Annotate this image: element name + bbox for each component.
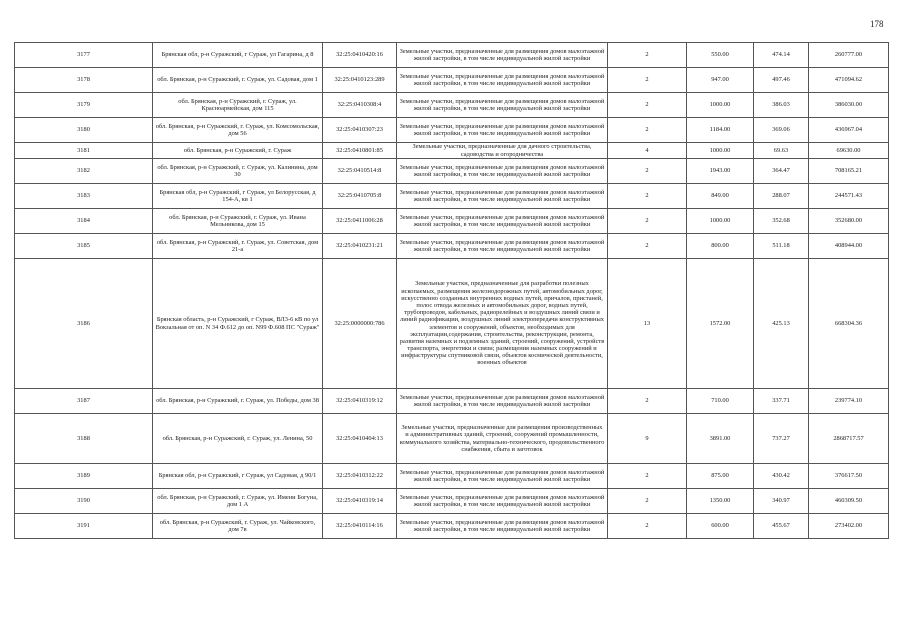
land-use-cell: Земельные участки, предназначенные для дачного строительства, садоводства и огородничества bbox=[397, 143, 608, 159]
table-row bbox=[15, 414, 889, 464]
land-use-cell: Земельные участки, предназначенные для размещения домов малоэтажной жилой застройки, в том числе индивидуальной жилой застройки bbox=[397, 118, 608, 143]
address-cell: Брянская обл, р-н Суражский, г Сураж, ул Белорусская, д 154-А, кв 1 bbox=[153, 184, 323, 209]
address-cell: Брянская обл, р-н Суражский, г Сураж, ул Садовая, д 90/1 bbox=[153, 464, 323, 489]
land-use-cell: Земельные участки, предназначенные для размещения домов малоэтажной жилой застройки, в том числе индивидуальной жилой застройки bbox=[397, 234, 608, 259]
cadastral-number-cell: 32:25:0410114:16 bbox=[323, 514, 397, 539]
cadastral-value-cell: 436967.04 bbox=[809, 118, 889, 143]
row-number: 3177 bbox=[15, 43, 153, 68]
specific-value-cell: 425.13 bbox=[754, 259, 809, 389]
group-cell: 2 bbox=[608, 159, 687, 184]
table-row bbox=[15, 514, 889, 539]
cadastral-value-cell: 376617.50 bbox=[809, 464, 889, 489]
table-row bbox=[15, 159, 889, 184]
row-number: 3185 bbox=[15, 234, 153, 259]
cadastral-value-cell: 244571.43 bbox=[809, 184, 889, 209]
group-cell: 2 bbox=[608, 389, 687, 414]
cadastral-value-cell: 471094.62 bbox=[809, 68, 889, 93]
area-cell: 1350.00 bbox=[687, 489, 754, 514]
row-number: 3179 bbox=[15, 93, 153, 118]
group-cell: 2 bbox=[608, 489, 687, 514]
table-row bbox=[15, 259, 889, 389]
area-cell: 1000.00 bbox=[687, 93, 754, 118]
specific-value-cell: 337.71 bbox=[754, 389, 809, 414]
area-cell: 1184.00 bbox=[687, 118, 754, 143]
address-cell: обл. Брянская, р-н Суражский, г. Сураж, ул. Советская, дом 21-а bbox=[153, 234, 323, 259]
land-use-cell: Земельные участки, предназначенные для размещения домов малоэтажной жилой застройки, в том числе индивидуальной жилой застройки bbox=[397, 159, 608, 184]
specific-value-cell: 288.07 bbox=[754, 184, 809, 209]
cadastral-number-cell: 32:25:0410307:23 bbox=[323, 118, 397, 143]
group-cell: 2 bbox=[608, 43, 687, 68]
cadastral-number-cell: 32:25:0410308:4 bbox=[323, 93, 397, 118]
group-cell: 2 bbox=[608, 68, 687, 93]
group-cell: 2 bbox=[608, 209, 687, 234]
group-cell: 13 bbox=[608, 259, 687, 389]
group-cell: 2 bbox=[608, 464, 687, 489]
cadastral-number-cell: 32:25:0410231:21 bbox=[323, 234, 397, 259]
specific-value-cell: 511.18 bbox=[754, 234, 809, 259]
address-cell: обл. Брянская, р-н Суражский, г. Сураж, ул. Чайковского, дом 7в bbox=[153, 514, 323, 539]
land-use-cell: Земельные участки, предназначенные для размещения домов малоэтажной жилой застройки, в том числе индивидуальной жилой застройки bbox=[397, 93, 608, 118]
cadastral-number-cell: 32:25:0000000:786 bbox=[323, 259, 397, 389]
table-row bbox=[15, 118, 889, 143]
cadastral-number-cell: 32:25:0410123:289 bbox=[323, 68, 397, 93]
cadastral-value-cell: 460309.50 bbox=[809, 489, 889, 514]
area-cell: 710.00 bbox=[687, 389, 754, 414]
area-cell: 600.00 bbox=[687, 514, 754, 539]
land-use-cell: Земельные участки, предназначенные для размещения домов малоэтажной жилой застройки, в том числе индивидуальной жилой застройки bbox=[397, 489, 608, 514]
specific-value-cell: 737.27 bbox=[754, 414, 809, 464]
cadastral-value-cell: 239774.10 bbox=[809, 389, 889, 414]
table-row bbox=[15, 389, 889, 414]
address-cell: Брянская область, р-н Суражский, г Сураж, ВЛ3-6 кВ по ул Вокзальная от оп. N 34 Ф.612 до оп. N99 Ф.608 ПС "Сураж" bbox=[153, 259, 323, 389]
cadastral-value-cell: 2868717.57 bbox=[809, 414, 889, 464]
land-use-cell: Земельные участки, предназначенные для размещения домов малоэтажной жилой застройки, в том числе индивидуальной жилой застройки bbox=[397, 43, 608, 68]
cadastral-value-cell: 386030.00 bbox=[809, 93, 889, 118]
table-row bbox=[15, 184, 889, 209]
row-number: 3182 bbox=[15, 159, 153, 184]
cadastral-number-cell: 32:25:0410514:8 bbox=[323, 159, 397, 184]
cadastral-number-cell: 32:25:0410420:16 bbox=[323, 43, 397, 68]
area-cell: 1000.00 bbox=[687, 209, 754, 234]
specific-value-cell: 364.47 bbox=[754, 159, 809, 184]
page-number: 178 bbox=[870, 19, 884, 29]
specific-value-cell: 430.42 bbox=[754, 464, 809, 489]
address-cell: обл. Брянская, р-н Суражский, г. Сураж, ул. Садовая, дом 1 bbox=[153, 68, 323, 93]
area-cell: 1000.00 bbox=[687, 143, 754, 159]
table-row bbox=[15, 43, 889, 68]
cadastral-number-cell: 32:25:0410801:85 bbox=[323, 143, 397, 159]
specific-value-cell: 386.03 bbox=[754, 93, 809, 118]
area-cell: 550.00 bbox=[687, 43, 754, 68]
cadastral-value-cell: 352680.00 bbox=[809, 209, 889, 234]
cadastral-value-cell: 408944.00 bbox=[809, 234, 889, 259]
table-row bbox=[15, 464, 889, 489]
cadastral-value-table bbox=[14, 42, 889, 539]
land-use-cell: Земельные участки, предназначенные для размещения домов малоэтажной жилой застройки, в том числе индивидуальной жилой застройки bbox=[397, 68, 608, 93]
address-cell: обл. Брянская, р-н Суражский, г. Сураж, ул. Имени Богуна, дом 1 А bbox=[153, 489, 323, 514]
address-cell: обл. Брянская, р-н Суражский, г. Сураж, ул. Калинина, дом 30 bbox=[153, 159, 323, 184]
cadastral-number-cell: 32:25:0410404:13 bbox=[323, 414, 397, 464]
group-cell: 4 bbox=[608, 143, 687, 159]
row-number: 3181 bbox=[15, 143, 153, 159]
address-cell: обл. Брянская, р-н Суражский, г. Сураж, ул. Красноармейская, дом 115 bbox=[153, 93, 323, 118]
land-use-cell: Земельные участки, предназначенные для разработки полезных ископаемых, размещения железнодорожных путей, автомобильных дорог, искусственно созданных внутренних водных путей, причалов, пристаней, полос отвода железных и автомобильных дорог, водных путей, трубопроводов, кабельных, радиорелейных и воздушных линий связи и линий радиофикации, воздушных линий электропередачи конструктивных элементов и сооружений, объектов, необходимых для эксплуатации,содержания, строительства, реконструкции, ремонта, развития наземных и подземных зданий, строений, сооружений, устройств транспорта, энергетики и связи; размещения наземных сооружений и инфраструктуры спутниковой связи, объектов космической деятельности, военных объектов bbox=[397, 259, 608, 389]
row-number: 3191 bbox=[15, 514, 153, 539]
area-cell: 947.00 bbox=[687, 68, 754, 93]
specific-value-cell: 352.68 bbox=[754, 209, 809, 234]
table-body bbox=[15, 43, 889, 539]
land-use-cell: Земельные участки, предназначенные для размещения производственных и административных зданий, строений, сооружений промышленности, коммунального хозяйства, материально-технического, продовольственного снабжения, сбыта и заготовок bbox=[397, 414, 608, 464]
area-cell: 1572.00 bbox=[687, 259, 754, 389]
table-row bbox=[15, 489, 889, 514]
cadastral-number-cell: 32:25:0410319:14 bbox=[323, 489, 397, 514]
area-cell: 3891.00 bbox=[687, 414, 754, 464]
land-use-cell: Земельные участки, предназначенные для размещения домов малоэтажной жилой застройки, в том числе индивидуальной жилой застройки bbox=[397, 464, 608, 489]
row-number: 3183 bbox=[15, 184, 153, 209]
table-row bbox=[15, 93, 889, 118]
address-cell: Брянская обл, р-н Суражский, г Сураж, ул Гагарина, д 8 bbox=[153, 43, 323, 68]
cadastral-value-cell: 273402.00 bbox=[809, 514, 889, 539]
table-row bbox=[15, 209, 889, 234]
cadastral-value-cell: 260777.00 bbox=[809, 43, 889, 68]
table-row bbox=[15, 143, 889, 159]
cadastral-number-cell: 32:25:0410312:22 bbox=[323, 464, 397, 489]
address-cell: обл. Брянская, р-н Суражский, г. Сураж, ул. Ивана Мельникова, дом 15 bbox=[153, 209, 323, 234]
address-cell: обл. Брянская, р-н Суражский, г. Сураж bbox=[153, 143, 323, 159]
cadastral-number-cell: 32:25:0410705:8 bbox=[323, 184, 397, 209]
land-use-cell: Земельные участки, предназначенные для размещения домов малоэтажной жилой застройки, в том числе индивидуальной жилой застройки bbox=[397, 514, 608, 539]
row-number: 3180 bbox=[15, 118, 153, 143]
land-use-cell: Земельные участки, предназначенные для размещения домов малоэтажной жилой застройки, в том числе индивидуальной жилой застройки bbox=[397, 209, 608, 234]
address-cell: обл. Брянская, р-н Суражский, г. Сураж, ул. Победы, дом 38 bbox=[153, 389, 323, 414]
group-cell: 2 bbox=[608, 514, 687, 539]
table-row bbox=[15, 68, 889, 93]
cadastral-value-cell: 668304.36 bbox=[809, 259, 889, 389]
address-cell: обл. Брянская, р-н Суражский, г. Сураж, ул. Ленина, 50 bbox=[153, 414, 323, 464]
specific-value-cell: 69.63 bbox=[754, 143, 809, 159]
specific-value-cell: 340.97 bbox=[754, 489, 809, 514]
cadastral-number-cell: 32:25:0411006:28 bbox=[323, 209, 397, 234]
row-number: 3189 bbox=[15, 464, 153, 489]
area-cell: 800.00 bbox=[687, 234, 754, 259]
cadastral-number-cell: 32:25:0410319:12 bbox=[323, 389, 397, 414]
group-cell: 2 bbox=[608, 184, 687, 209]
land-use-cell: Земельные участки, предназначенные для размещения домов малоэтажной жилой застройки, в том числе индивидуальной жилой застройки bbox=[397, 184, 608, 209]
specific-value-cell: 474.14 bbox=[754, 43, 809, 68]
cadastral-value-cell: 69630.00 bbox=[809, 143, 889, 159]
group-cell: 2 bbox=[608, 93, 687, 118]
group-cell: 2 bbox=[608, 234, 687, 259]
row-number: 3178 bbox=[15, 68, 153, 93]
specific-value-cell: 369.06 bbox=[754, 118, 809, 143]
row-number: 3190 bbox=[15, 489, 153, 514]
cadastral-value-cell: 708165.21 bbox=[809, 159, 889, 184]
area-cell: 849.00 bbox=[687, 184, 754, 209]
area-cell: 1943.00 bbox=[687, 159, 754, 184]
row-number: 3187 bbox=[15, 389, 153, 414]
area-cell: 875.00 bbox=[687, 464, 754, 489]
group-cell: 2 bbox=[608, 118, 687, 143]
address-cell: обл. Брянская, р-н Суражский, г. Сураж, ул. Комсомольская, дом 56 bbox=[153, 118, 323, 143]
group-cell: 9 bbox=[608, 414, 687, 464]
row-number: 3184 bbox=[15, 209, 153, 234]
land-use-cell: Земельные участки, предназначенные для размещения домов малоэтажной жилой застройки, в том числе индивидуальной жилой застройки bbox=[397, 389, 608, 414]
row-number: 3188 bbox=[15, 414, 153, 464]
specific-value-cell: 497.46 bbox=[754, 68, 809, 93]
table-row bbox=[15, 234, 889, 259]
row-number: 3186 bbox=[15, 259, 153, 389]
specific-value-cell: 455.67 bbox=[754, 514, 809, 539]
